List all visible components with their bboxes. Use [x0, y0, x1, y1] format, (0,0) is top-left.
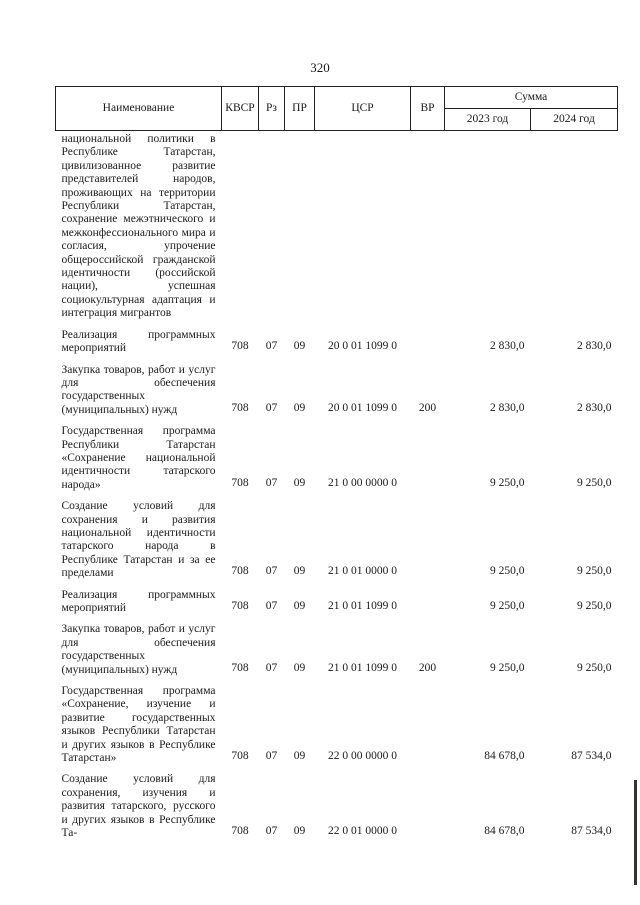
row-sum-2023: 2 830,0	[490, 401, 525, 414]
table-row	[56, 360, 618, 422]
row-sum-2023: 9 250,0	[490, 661, 525, 674]
header-vr: ВР	[411, 87, 445, 131]
row-name: Реализация программных мероприятий	[61, 328, 216, 355]
row-kvsr: 708	[231, 750, 249, 763]
row-name: Государственная программа Республики Татарстан «Сохранение национальной идентичности татарского народа»	[61, 425, 216, 491]
header-year-2024: 2024 год	[531, 109, 618, 131]
row-sum-2023: 9 250,0	[490, 476, 525, 489]
header-name: Наименование	[56, 87, 222, 131]
row-kvsr: 708	[231, 661, 249, 674]
table-header	[56, 87, 618, 131]
row-name: Закупка товаров, работ и услуг для обеспечения государственных (муниципальных) нужд	[61, 623, 216, 676]
header-year-2023: 2023 год	[445, 109, 531, 131]
row-sum-2024: 9 250,0	[577, 600, 612, 612]
header-pr: ПР	[285, 87, 315, 131]
row-rz: 07	[265, 661, 278, 674]
table-row	[56, 131, 618, 325]
budget-table	[55, 86, 618, 845]
row-pr: 09	[293, 401, 306, 414]
table-row	[56, 496, 618, 584]
table-row	[56, 681, 618, 769]
row-sum-2023: 9 250,0	[490, 565, 525, 578]
row-kvsr: 708	[231, 401, 249, 414]
table-row	[56, 769, 618, 844]
row-pr: 09	[293, 661, 306, 674]
row-pr: 09	[293, 600, 306, 612]
row-rz: 07	[265, 750, 278, 763]
row-name: Реализация программных мероприятий	[61, 588, 216, 614]
row-sum-2024	[531, 131, 618, 325]
table-row	[56, 325, 618, 360]
row-vr	[411, 681, 445, 769]
row-sum-2024: 9 250,0	[577, 476, 612, 489]
row-csr: 21 0 01 1099 0	[328, 600, 397, 612]
row-rz: 07	[265, 476, 278, 489]
row-name: Закупка товаров, работ и услуг для обеспечения государственных (муниципальных) нужд	[61, 363, 216, 416]
margin-rule	[634, 780, 637, 885]
row-pr: 09	[293, 476, 306, 489]
row-vr: 200	[418, 401, 437, 414]
row-vr: 200	[418, 661, 437, 674]
row-csr: 20 0 01 1099 0	[328, 401, 397, 414]
row-csr: 22 0 00 0000 0	[328, 750, 397, 763]
row-csr	[315, 131, 411, 325]
row-sum-2024: 2 830,0	[577, 340, 612, 353]
row-pr: 09	[293, 340, 306, 353]
row-sum-2024: 2 830,0	[577, 401, 612, 414]
row-pr: 09	[293, 565, 306, 578]
row-kvsr: 708	[231, 825, 249, 838]
row-rz: 07	[265, 600, 278, 612]
row-sum-2024: 87 534,0	[571, 750, 612, 763]
row-csr: 21 0 01 1099 0	[328, 661, 397, 674]
header-rz: Рз	[259, 87, 285, 131]
row-vr	[411, 496, 445, 584]
row-vr	[411, 131, 445, 325]
row-pr: 09	[293, 750, 306, 763]
row-sum-2024: 9 250,0	[577, 565, 612, 578]
row-pr: 09	[293, 825, 306, 838]
row-kvsr: 708	[231, 600, 249, 612]
row-csr: 21 0 01 0000 0	[328, 565, 397, 578]
row-sum-2024: 9 250,0	[577, 661, 612, 674]
row-rz: 07	[265, 340, 278, 353]
row-rz	[259, 131, 285, 325]
row-rz: 07	[265, 565, 278, 578]
row-name: Создание условий для сохранения, изучения и развития татарского, русского и других языков в Республике Та-	[61, 773, 216, 840]
row-sum-2023: 9 250,0	[490, 600, 525, 612]
page-number: 320	[310, 60, 330, 75]
row-sum-2023: 84 678,0	[484, 750, 525, 763]
row-sum-2023: 84 678,0	[484, 825, 525, 838]
row-name: Создание условий для сохранения и развития национальной идентичности татарского народа в Республике Татарстан и за ее пределами	[61, 500, 216, 580]
row-sum-2024: 87 534,0	[571, 825, 612, 838]
row-name: Государственная программа «Сохранение, изучение и развитие государственных языков Республики Татарстан и других языков в Республике Татарстан»	[61, 685, 216, 765]
row-kvsr: 708	[231, 476, 249, 489]
row-vr	[411, 769, 445, 844]
row-csr: 22 0 01 0000 0	[328, 825, 397, 838]
header-sum: Сумма	[445, 87, 618, 109]
row-csr: 21 0 00 0000 0	[328, 476, 397, 489]
row-name: национальной политики в Республике Татарстан, цивилизованное развитие представителей народов, проживающих на территории Республики Татарстан, сохранение межэтнического и межконфессионального мира и согласия, упрочение общероссийской гражданской идентичности (российской нации), успешная социокультурная адаптация и интеграция мигрантов	[61, 133, 216, 320]
row-sum-2023	[445, 131, 531, 325]
header-kvsr: КВСР	[222, 87, 259, 131]
row-kvsr: 708	[231, 565, 249, 578]
row-rz: 07	[265, 401, 278, 414]
row-vr	[411, 325, 445, 360]
row-vr	[411, 421, 445, 496]
row-kvsr: 708	[231, 340, 249, 353]
row-vr	[411, 585, 445, 620]
header-csr: ЦСР	[315, 87, 411, 131]
row-csr: 20 0 01 1099 0	[328, 340, 397, 353]
table-row	[56, 585, 618, 620]
row-pr	[285, 131, 315, 325]
row-rz: 07	[265, 825, 278, 838]
row-sum-2023: 2 830,0	[490, 340, 525, 353]
table-row	[56, 421, 618, 496]
table-row	[56, 619, 618, 681]
row-kvsr	[222, 131, 259, 325]
